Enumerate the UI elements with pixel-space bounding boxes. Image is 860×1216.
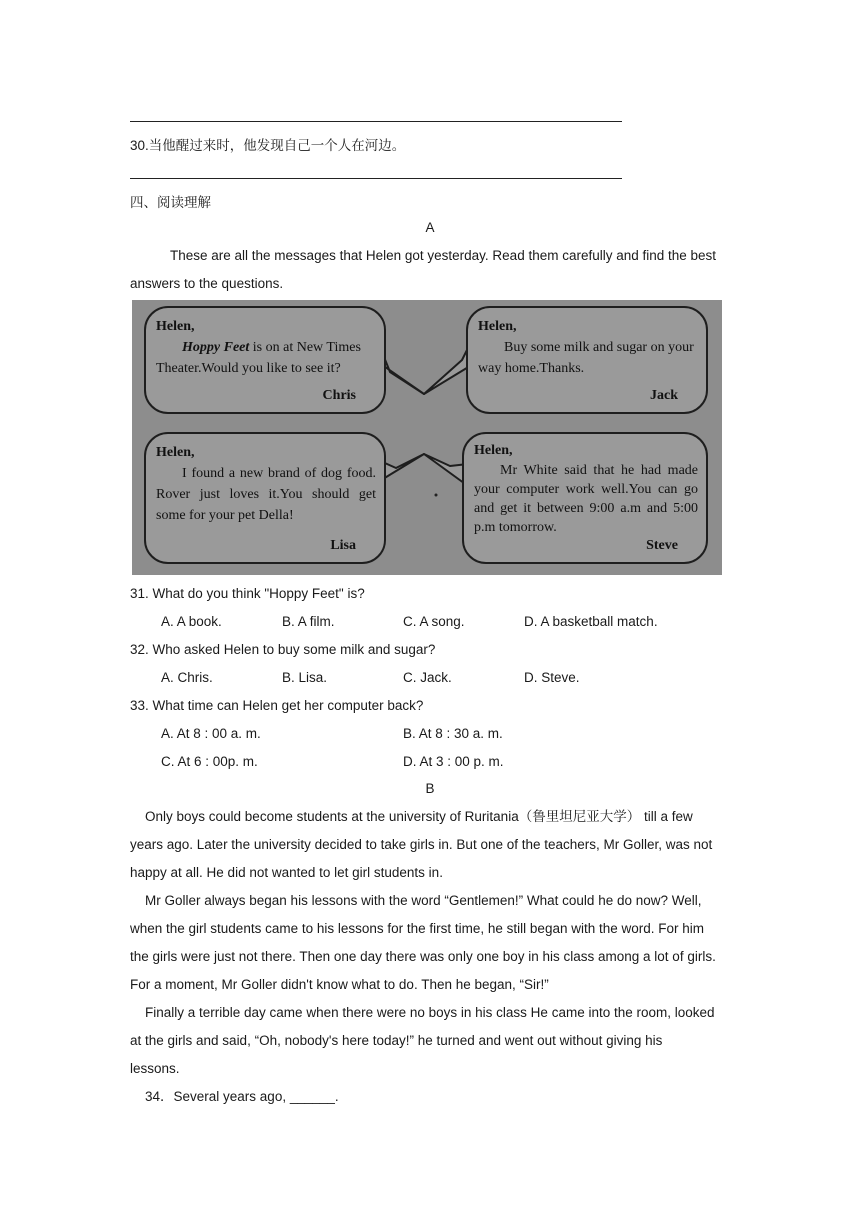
message-body — [156, 337, 376, 379]
message-text: Mr White said that he had made your computer work well.You can go and get it between 9:00 a.m and 5:00 p.m tomorrow. — [474, 463, 698, 535]
option-b[interactable]: B. A film. — [282, 614, 335, 629]
part-a-intro — [130, 242, 734, 298]
answer-line-30 — [130, 178, 622, 179]
question-31-stem: 31. What do you think "Hoppy Feet" is? — [130, 586, 365, 601]
option-a[interactable]: A. Chris. — [161, 670, 213, 685]
passage-line: when the girl students came to his lessons for the first time, he still began with the word. For him — [130, 921, 705, 936]
part-b-label: B — [425, 781, 435, 796]
option-d[interactable]: D. Steve. — [524, 670, 580, 685]
message-chris — [144, 306, 386, 414]
option-b[interactable]: B. Lisa. — [282, 670, 328, 685]
passage-b — [130, 803, 734, 1111]
option-b[interactable]: B. At 8 : 30 a. m. — [403, 726, 503, 741]
answer-line-29 — [130, 121, 622, 122]
question-32-stem: 32. Who asked Helen to buy some milk and sugar? — [130, 642, 436, 657]
intro-line-1: These are all the messages that Helen got yesterday. Read them carefully and find the best — [170, 248, 717, 263]
option-c[interactable]: C. A song. — [403, 614, 465, 629]
message-sender: Lisa — [330, 538, 356, 553]
passage-line: the girls were just not there. Then one day there was only one boy in his class among a lot of girls. — [130, 949, 716, 964]
message-text: is on at New Times Theater.Would you like to see it? — [156, 340, 361, 376]
message-jack — [466, 306, 708, 414]
passage-line: years ago. Later the university decided to take girls in. But one of the teachers, Mr Goller, was not — [130, 837, 713, 852]
passage-line: Finally a terrible day came when there were no boys in his class He came into the room, looked — [145, 1005, 715, 1020]
option-d[interactable]: D. A basketball match. — [524, 614, 658, 629]
message-text: I found a new brand of dog food. Rover just loves it.You should get some for your pet Della! — [156, 466, 376, 523]
question-33-stem: 33. What time can Helen get her computer back? — [130, 698, 424, 713]
passage-line: happy at all. He did not wanted to let girl students in. — [130, 865, 443, 880]
message-lisa — [144, 432, 386, 564]
option-a[interactable]: A. At 8 : 00 a. m. — [161, 726, 261, 741]
passage-line: For a moment, Mr Goller didn't know what to do. Then he began, “Sir!” — [130, 977, 549, 992]
message-steve — [462, 432, 708, 564]
film-title: Hoppy Feet — [182, 340, 250, 355]
passage-line: lessons. — [130, 1061, 180, 1076]
message-sender: Chris — [322, 388, 356, 403]
passage-line: Mr Goller always began his lessons with the word “Gentlemen!” What could he do now? Well, — [145, 893, 702, 908]
message-text: Buy some milk and sugar on your way home.Thanks. — [478, 340, 694, 376]
option-d[interactable]: D. At 3 : 00 p. m. — [403, 754, 504, 769]
question-34: 34．Several years ago, ______. — [145, 1089, 339, 1104]
message-greeting: Helen, — [156, 445, 195, 460]
message-greeting: Helen, — [478, 319, 517, 334]
option-a[interactable]: A. A book. — [161, 614, 222, 629]
message-sender: Jack — [650, 388, 678, 403]
passage-line: at the girls and said, “Oh, nobody's here today!” he turned and went out without giving his — [130, 1033, 663, 1048]
section-title: 四、阅读理解 — [130, 195, 211, 210]
part-a-label: A — [425, 220, 435, 235]
option-c[interactable]: C. Jack. — [403, 670, 452, 685]
message-greeting: Helen, — [474, 443, 513, 458]
passage-line: Only boys could become students at the university of Ruritania（鲁里坦尼亚大学） till a few — [145, 809, 693, 824]
tail-top-right — [424, 344, 470, 394]
question-30: 30.当他醒过来时，他发现自己一个人在河边。 — [130, 138, 406, 153]
intro-line-2: answers to the questions. — [130, 276, 284, 291]
message-sender: Steve — [646, 538, 678, 553]
message-greeting: Helen, — [156, 319, 195, 334]
messages-figure — [132, 300, 722, 575]
option-c[interactable]: C. At 6 : 00p. m. — [161, 754, 258, 769]
